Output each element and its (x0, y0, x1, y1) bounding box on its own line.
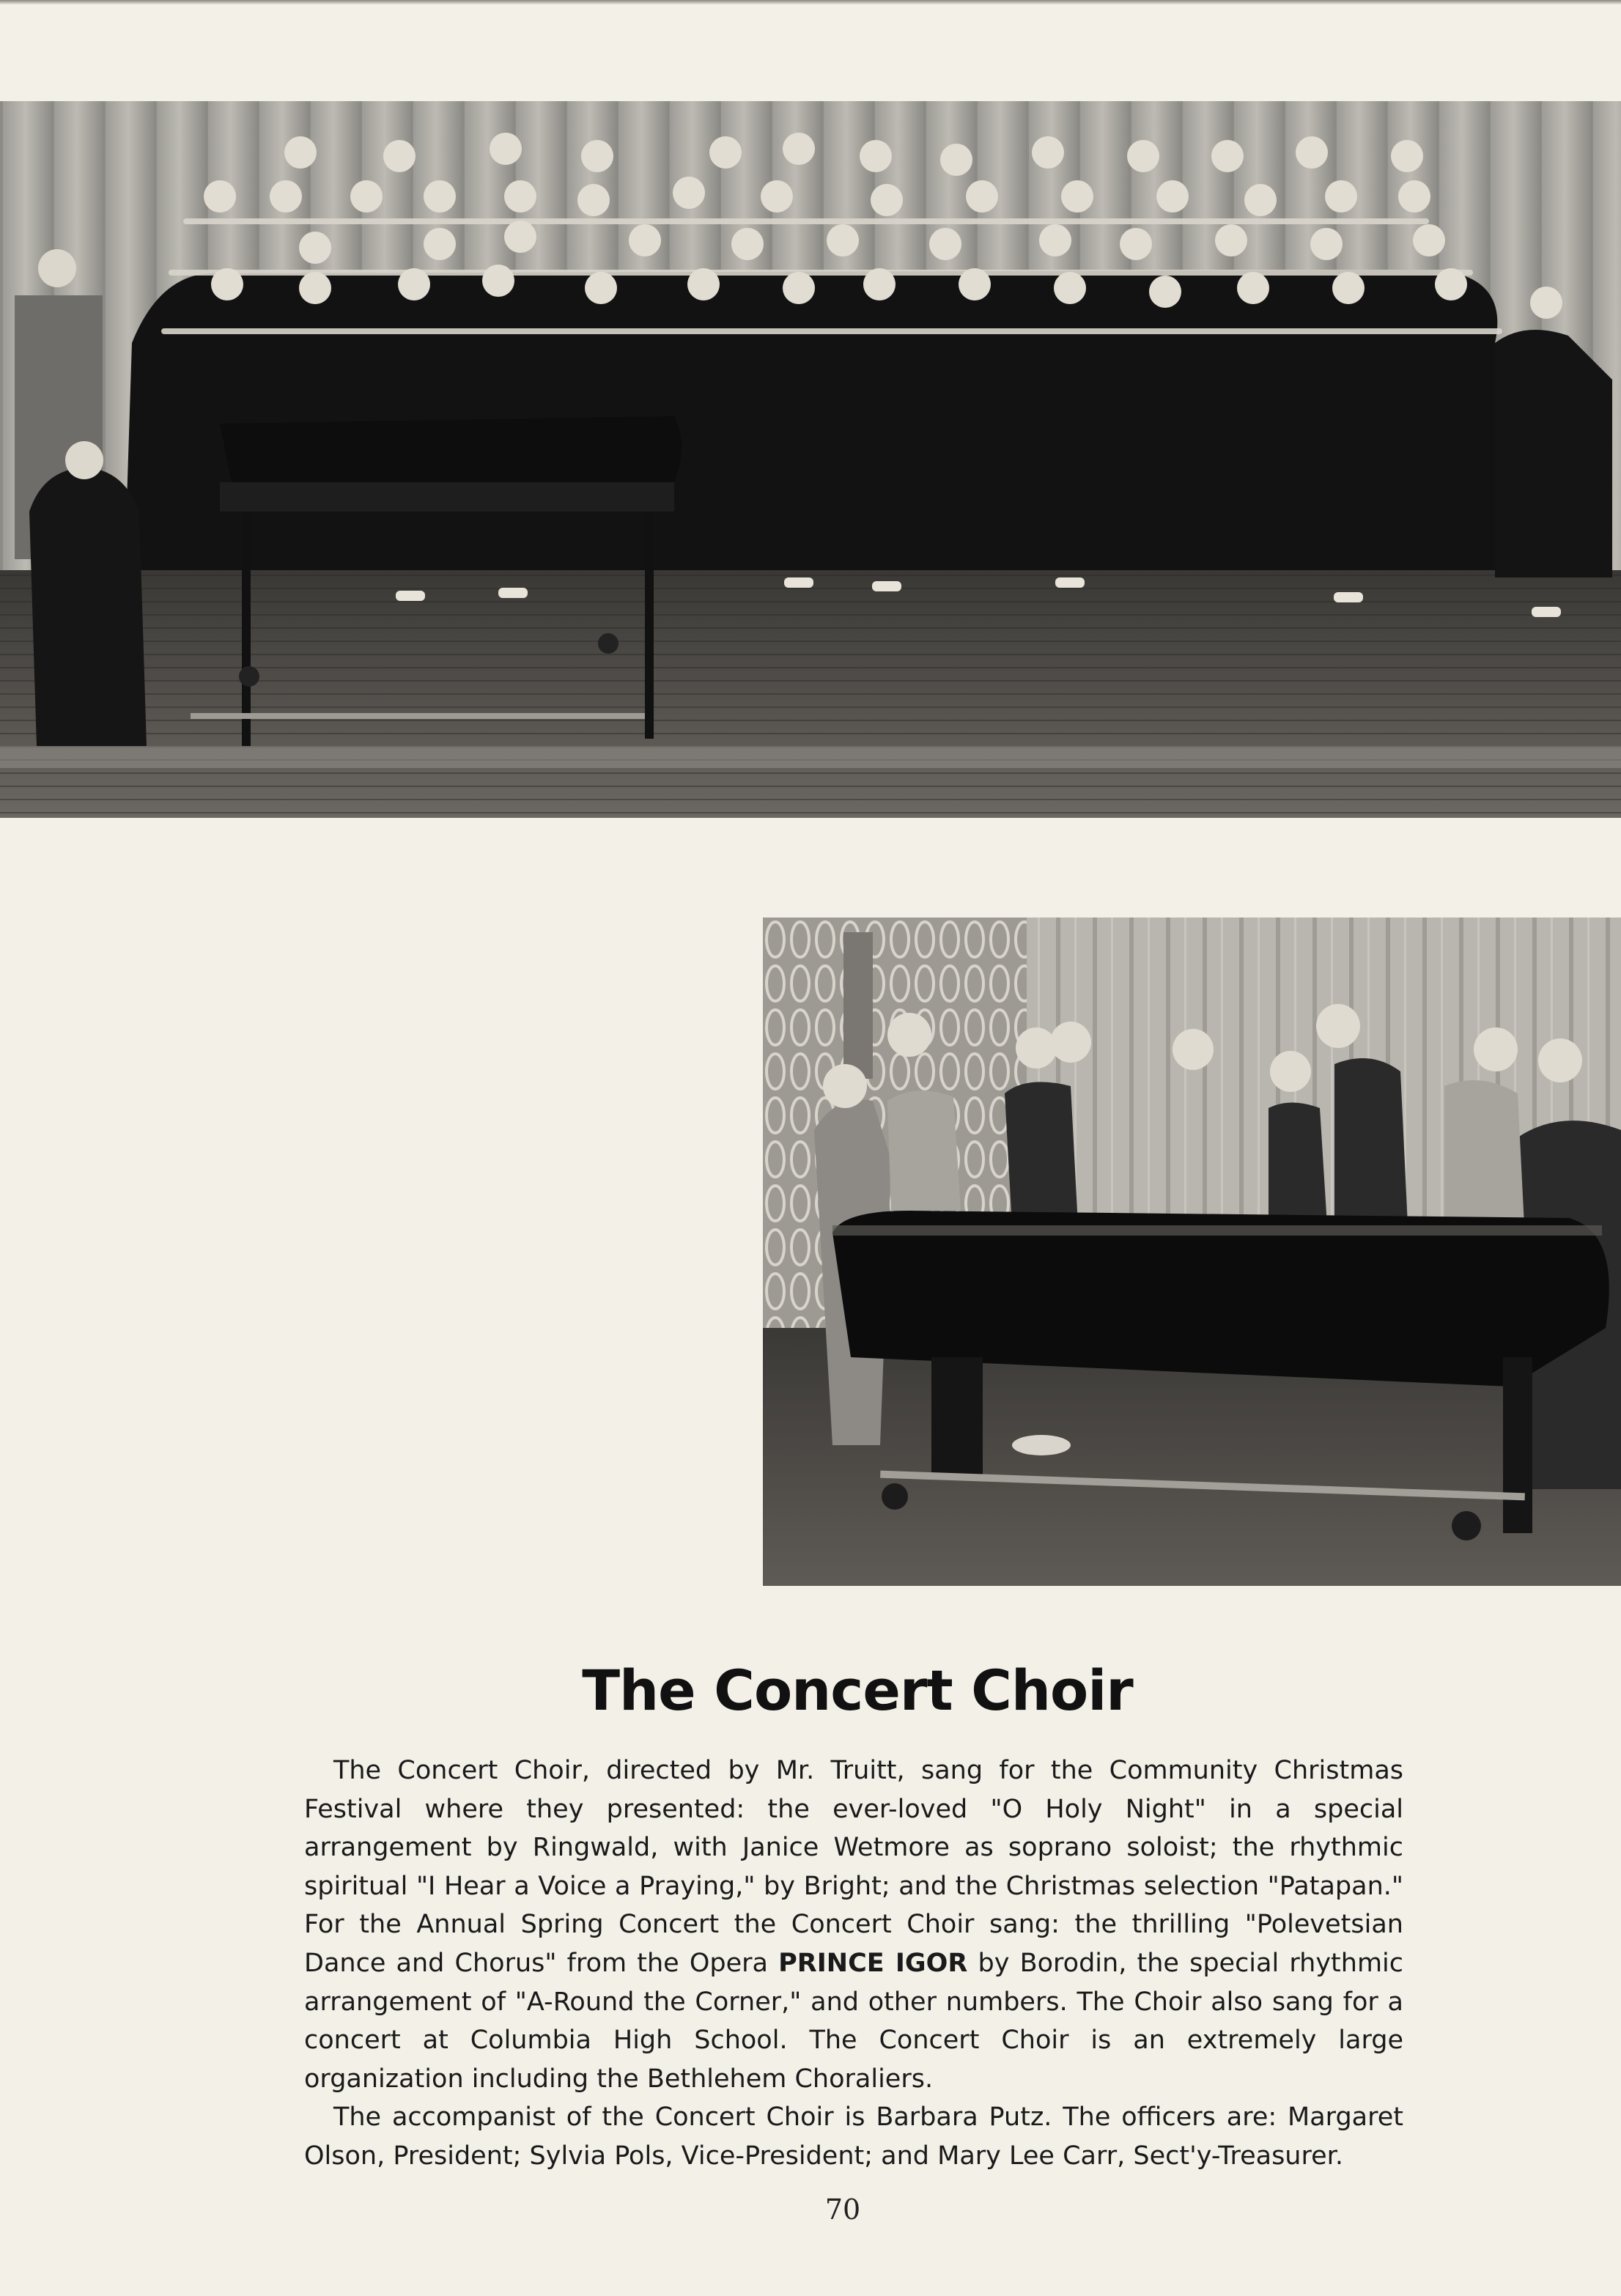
article-paragraph-1 (304, 1751, 1403, 2098)
paragraph-1-part-b: by Borodin, the special rhythmic arrangement of "A-Round the Corner," and other numbers. The Choir also sang for a concert at Columbia High School. The Concert Choir is an extremely large organization including the Bethlehem Choraliers. (304, 1948, 1404, 2094)
page-top-edge (0, 0, 1621, 4)
opera-title: PRINCE IGOR (778, 1948, 968, 1978)
page-number: 70 (824, 2193, 861, 2226)
page-title: The Concert Choir (582, 1658, 1133, 1723)
paragraph-1-part-a: The Concert Choir, directed by Mr. Truitt, sang for the Community Christmas Festival where they presented: the ever-loved "O Holy Night" in a special arrangement by Ringwald, with Janice Wetmore as soprano soloist; the rhythmic spiritual "I Hear a Voice a Praying," by Bright; and the Christmas selection "Patapan." For the Annual Spring Concert the Concert Choir sang: the thrilling "Polevetsian Dance and Chorus" from the Opera (304, 1756, 1403, 1978)
men-at-piano-photo (763, 918, 1621, 1586)
choir-group-photo (0, 101, 1621, 818)
article-body (304, 1751, 1403, 2176)
article-paragraph-2: The accompanist of the Concert Choir is Barbara Putz. The officers are: Margaret Olson, President; Sylvia Pols, Vice-President; and Mary Lee Carr, Sect'y-Treasurer. (304, 2103, 1403, 2171)
